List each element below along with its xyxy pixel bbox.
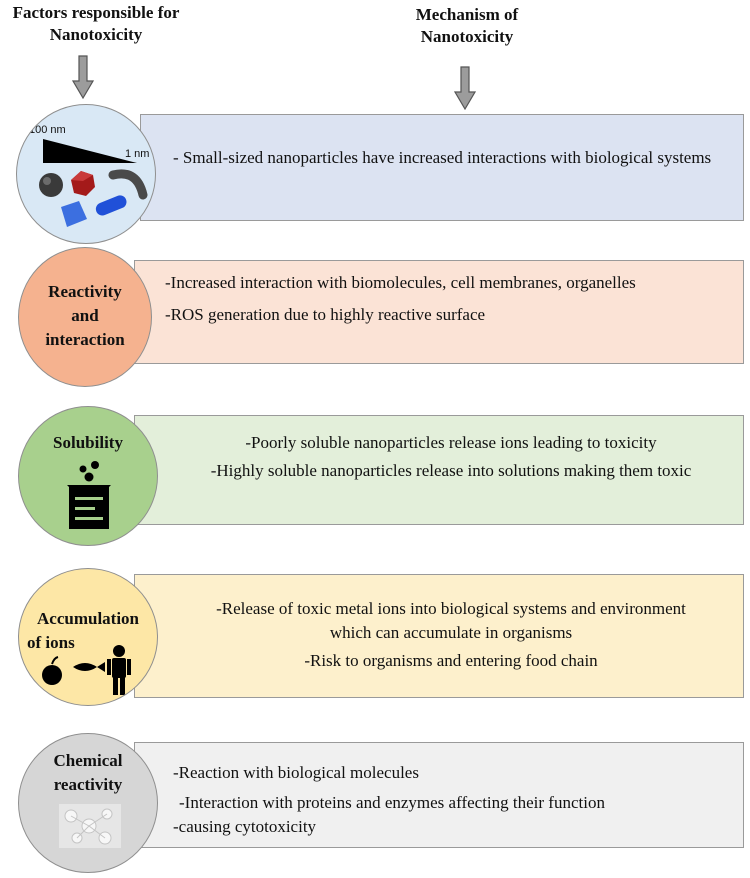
black-sphere-icon (39, 173, 63, 197)
mechanism-header-line1: Mechanism of (415, 5, 519, 24)
accumulation-factor-circle (18, 568, 158, 706)
solubility-mechanism-box (134, 415, 744, 525)
solubility-label: Solubility (53, 433, 123, 452)
beaker-icon (19, 407, 158, 546)
reactivity-label-line3: interaction (45, 330, 125, 349)
blue-rod-icon (94, 193, 129, 217)
reactivity-label-line1: Reactivity (48, 282, 122, 301)
apple-icon (42, 665, 62, 685)
chemical-mechanism-text-3: -causing cytotoxicity (173, 817, 317, 836)
chemical-label-line2: reactivity (53, 775, 123, 794)
chemical-factor-circle (18, 733, 158, 873)
chemical-mechanism-text-2: -Interaction with proteins and enzymes affecting their function (179, 793, 605, 812)
reactivity-mechanism-box (134, 260, 744, 364)
chemical-label-line1: Chemical (53, 751, 123, 770)
fish-icon (73, 662, 105, 672)
mechanism-down-arrow-icon (454, 66, 476, 110)
size-100nm-label: 100 nm (29, 124, 66, 136)
chemical-mechanism-box (134, 742, 744, 848)
accumulation-mechanism-text-1: -Release of toxic metal ions into biological systems and environment which can accumulate in organisms (216, 599, 686, 642)
solubility-mechanism-text-2: -Highly soluble nanoparticles release into solutions making them toxic (210, 461, 692, 480)
accumulation-label-line2: of ions (27, 633, 75, 652)
accumulation-label-line1: Accumulation (37, 609, 139, 628)
solubility-factor-circle (18, 406, 158, 546)
factors-header (0, 2, 192, 46)
reactivity-label-line2: and (71, 306, 99, 325)
accumulation-mechanism-text-2: -Risk to organisms and entering food chain (304, 651, 598, 670)
size-illustration (17, 105, 156, 244)
chemical-mechanism-text-1: -Reaction with biological molecules (173, 763, 419, 782)
blue-plate-icon (61, 201, 87, 227)
reactivity-mechanism-text-2: -ROS generation due to highly reactive surface (165, 305, 486, 324)
reactivity-factor-circle (18, 247, 152, 387)
size-1nm-label: 1 nm (125, 148, 150, 160)
gray-tube-icon (113, 174, 143, 195)
factors-down-arrow-icon (72, 55, 94, 99)
size-factor-circle (16, 104, 156, 244)
reactivity-mechanism-text-1: -Increased interaction with biomolecules, cell membranes, organelles (165, 273, 636, 292)
size-gradient-wedge (43, 139, 137, 163)
factors-header-line2: Nanotoxicity (49, 25, 143, 44)
food-chain-icon (19, 569, 158, 706)
factors-header-line1: Factors responsible for (12, 3, 180, 22)
mechanism-header-line2: Nanotoxicity (420, 27, 514, 46)
solubility-mechanism-text-1: -Poorly soluble nanoparticles release ions leading to toxicity (245, 433, 657, 452)
mechanism-header (382, 4, 552, 48)
person-icon (107, 645, 131, 695)
size-mechanism-text: - Small-sized nanoparticles have increased interactions with biological systems (173, 148, 712, 167)
molecule-texture-icon (19, 734, 158, 873)
accumulation-mechanism-box (134, 574, 744, 698)
size-mechanism-box (140, 114, 744, 221)
